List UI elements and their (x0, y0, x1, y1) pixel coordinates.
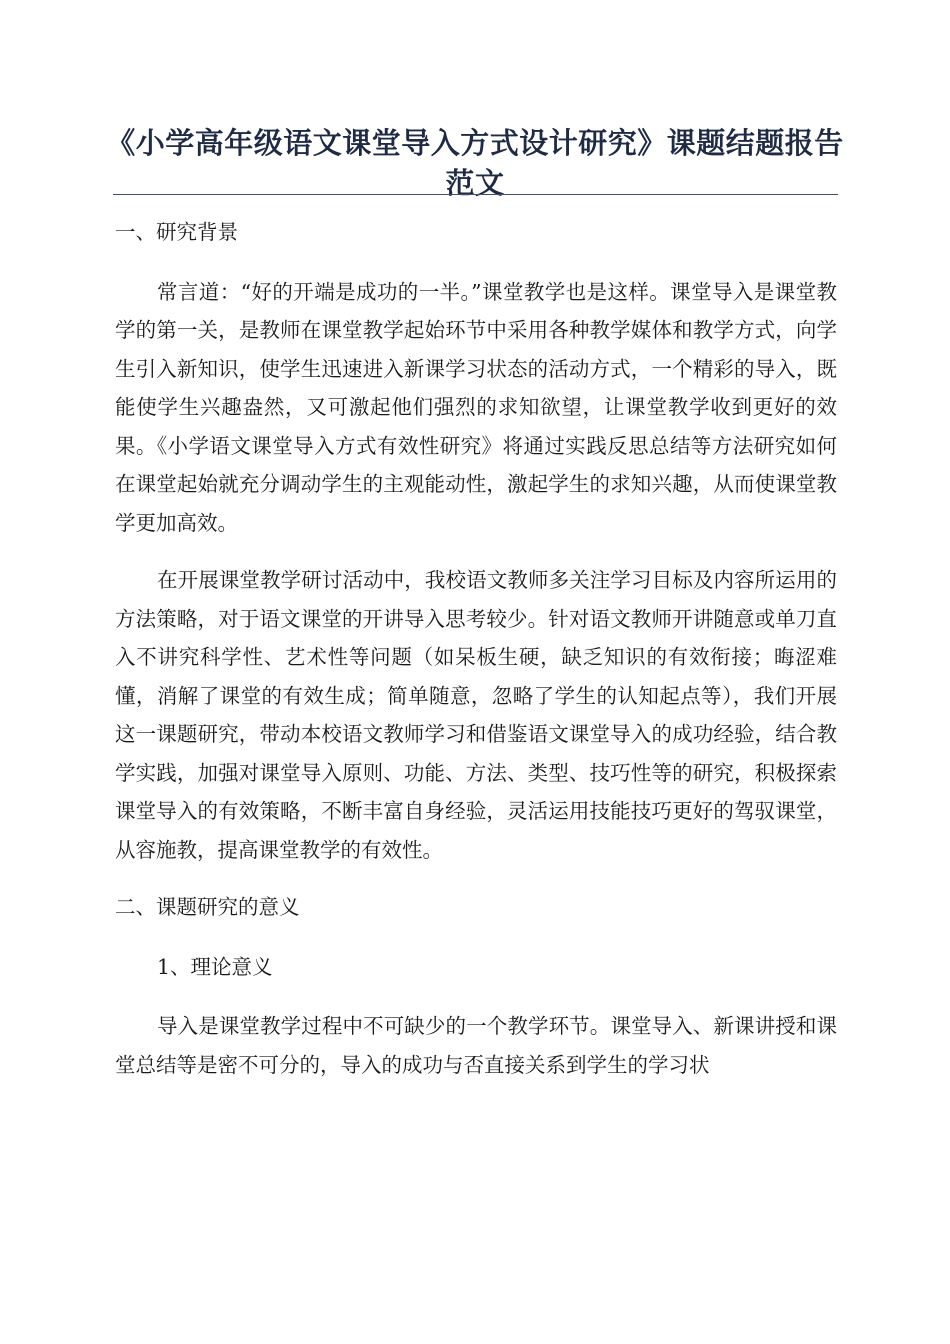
paragraph-background-1: 常言道：“好的开端是成功的一半。”课堂教学也是这样。课堂导入是课堂教学的第一关，是教师在课堂教学起始环节中采用各种教学媒体和教学方式，向学生引入新知识，使学生迅速进入新课学习状态的活动方式，一个精彩的导入，既能使学生兴趣盎然，又可激起他们强烈的求知欲望，让课堂教学收到更好的效果。《小学语文课堂导入方式有效性研究》将通过实践反思总结等方法研究如何在课堂起始就充分调动学生的主观能动性，激起学生的求知兴趣，从而使课堂教学更加高效。 (115, 279, 837, 535)
section-heading-significance: 二、课题研究的意义 (115, 895, 300, 919)
document-body (115, 213, 837, 1084)
title-divider (113, 194, 838, 195)
document-title: 《小学高年级语文课堂导入方式设计研究》课题结题报告范文 (106, 126, 844, 201)
paragraph-background-2: 在开展课堂教学研讨活动中，我校语文教师多关注学习目标及内容所运用的方法策略，对于语文课堂的开讲导入思考较少。针对语文教师开讲随意或单刀直入不讲究科学性、艺术性等问题（如呆板生硬，缺乏知识的有效衔接；晦涩难懂，消解了课堂的有效生成；简单随意，忽略了学生的认知起点等），我们开展这一课题研究，带动本校语文教师学习和借鉴语文课堂导入的成功经验，结合教学实践，加强对课堂导入原则、功能、方法、类型、技巧性等的研究，积极探索课堂导入的有效策略，不断丰富自身经验，灵活运用技能技巧更好的驾驭课堂，从容施教，提高课堂教学的有效性。 (115, 568, 837, 862)
subheading-theoretical-significance: 1、理论意义 (157, 954, 273, 979)
paragraph-significance-1: 导入是课堂教学过程中不可缺少的一个教学环节。课堂导入、新课讲授和课堂总结等是密不可分的，导入的成功与否直接关系到学生的学习状 (115, 1014, 837, 1077)
section-heading-background: 一、研究背景 (115, 220, 238, 244)
